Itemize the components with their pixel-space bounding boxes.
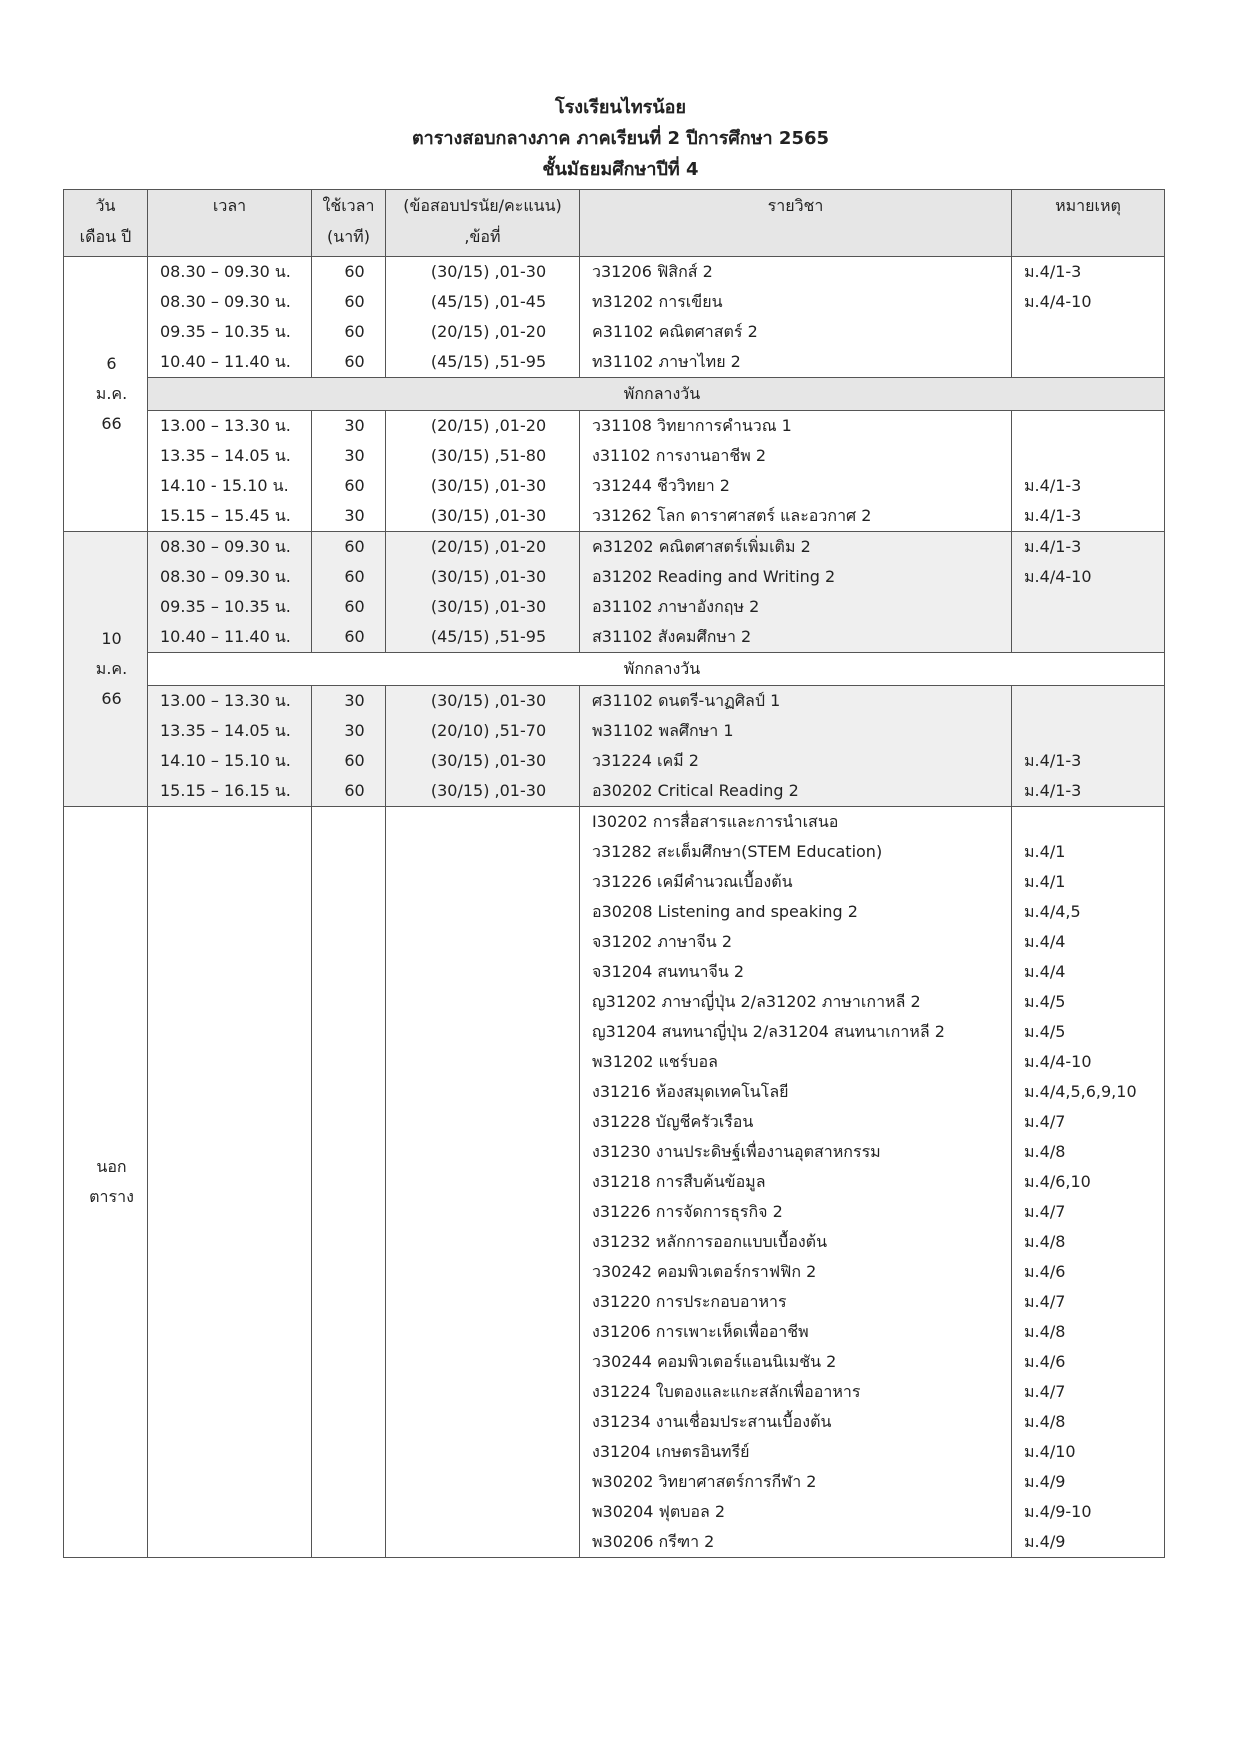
schedule-title: ตารางสอบกลางภาค ภาคเรียนที่ 2 ปีการศึกษา 2565 bbox=[411, 128, 830, 149]
exam-questions: (20/15) ,01-20 bbox=[386, 532, 580, 563]
exam-questions: (30/15) ,01-30 bbox=[386, 746, 580, 776]
exam-duration: 30 bbox=[312, 716, 386, 746]
exam-questions: (45/15) ,51-95 bbox=[386, 622, 580, 653]
exam-date-line: 10 bbox=[101, 629, 122, 648]
exam-remark bbox=[1012, 411, 1165, 442]
exam-date-cell bbox=[64, 532, 148, 807]
exam-subject: ท31202 การเขียน bbox=[580, 287, 1012, 317]
exam-time: 15.15 – 15.45 น. bbox=[148, 501, 312, 532]
exam-time: 08.30 – 09.30 น. bbox=[148, 257, 312, 288]
lunch-break-label: พักกลางวัน bbox=[148, 378, 1165, 411]
exam-subject: ว31244 ชีววิทยา 2 bbox=[580, 471, 1012, 501]
exam-questions: (20/15) ,01-20 bbox=[386, 317, 580, 347]
outside-remark: ม.4/10 bbox=[1012, 1437, 1165, 1467]
outside-label-cell bbox=[64, 807, 148, 1558]
col-remark: หมายเหตุ bbox=[1012, 190, 1165, 257]
exam-questions: (30/15) ,01-30 bbox=[386, 501, 580, 532]
exam-duration: 60 bbox=[312, 317, 386, 347]
exam-date-cell bbox=[64, 257, 148, 532]
exam-remark: ม.4/1-3 bbox=[1012, 532, 1165, 563]
exam-duration: 60 bbox=[312, 562, 386, 592]
exam-time: 08.30 – 09.30 น. bbox=[148, 562, 312, 592]
outside-subject: ว30242 คอมพิวเตอร์กราฟฟิก 2 bbox=[580, 1257, 1012, 1287]
exam-questions: (30/15) ,01-30 bbox=[386, 562, 580, 592]
outside-duration bbox=[312, 807, 386, 1558]
outside-remark: ม.4/9-10 bbox=[1012, 1497, 1165, 1527]
exam-remark: ม.4/4-10 bbox=[1012, 287, 1165, 317]
outside-remark: ม.4/7 bbox=[1012, 1107, 1165, 1137]
exam-row bbox=[64, 471, 1165, 501]
col-date: วัน เดือน ปี bbox=[64, 190, 148, 257]
exam-row bbox=[64, 441, 1165, 471]
exam-time: 13.00 – 13.30 น. bbox=[148, 411, 312, 442]
exam-subject: ว31262 โลก ดาราศาสตร์ และอวกาศ 2 bbox=[580, 501, 1012, 532]
exam-remark: ม.4/1-3 bbox=[1012, 257, 1165, 288]
exam-duration: 60 bbox=[312, 257, 386, 288]
outside-subject: ง31218 การสืบค้นข้อมูล bbox=[580, 1167, 1012, 1197]
exam-row bbox=[64, 592, 1165, 622]
outside-subject: ง31232 หลักการออกแบบเบื้องต้น bbox=[580, 1227, 1012, 1257]
outside-subject: ญ31202 ภาษาญี่ปุ่น 2/ล31202 ภาษาเกาหลี 2 bbox=[580, 987, 1012, 1017]
outside-remark: ม.4/5 bbox=[1012, 1017, 1165, 1047]
outside-subject: จ31202 ภาษาจีน 2 bbox=[580, 927, 1012, 957]
outside-questions bbox=[386, 807, 580, 1558]
exam-row bbox=[64, 532, 1165, 563]
exam-time: 13.00 – 13.30 น. bbox=[148, 686, 312, 717]
outside-remark: ม.4/6 bbox=[1012, 1347, 1165, 1377]
exam-subject: ท31102 ภาษาไทย 2 bbox=[580, 347, 1012, 378]
outside-subject: พ30206 กรีฑา 2 bbox=[580, 1527, 1012, 1558]
exam-row bbox=[64, 746, 1165, 776]
exam-row bbox=[64, 562, 1165, 592]
exam-schedule-table bbox=[63, 189, 1165, 1558]
exam-remark bbox=[1012, 592, 1165, 622]
outside-subject: ว30244 คอมพิวเตอร์แอนนิเมชัน 2 bbox=[580, 1347, 1012, 1377]
exam-subject: ศ31102 ดนตรี-นาฏศิลป์ 1 bbox=[580, 686, 1012, 717]
exam-date-line: ม.ค. bbox=[95, 384, 128, 403]
outside-remark: ม.4/6,10 bbox=[1012, 1167, 1165, 1197]
outside-subject: ญ31204 สนทนาญี่ปุ่น 2/ล31204 สนทนาเกาหลี 2 bbox=[580, 1017, 1012, 1047]
outside-subject: พ31202 แชร์บอล bbox=[580, 1047, 1012, 1077]
exam-subject: อ30202 Critical Reading 2 bbox=[580, 776, 1012, 807]
outside-remark: ม.4/8 bbox=[1012, 1227, 1165, 1257]
exam-remark bbox=[1012, 686, 1165, 717]
outside-subject: ง31216 ห้องสมุดเทคโนโลยี bbox=[580, 1077, 1012, 1107]
exam-time: 14.10 - 15.10 น. bbox=[148, 471, 312, 501]
outside-remark: ม.4/8 bbox=[1012, 1137, 1165, 1167]
outside-subject: I30202 การสื่อสารและการนำเสนอ bbox=[580, 807, 1012, 838]
exam-row bbox=[64, 686, 1165, 717]
outside-remark: ม.4/8 bbox=[1012, 1407, 1165, 1437]
exam-date-line: 6 bbox=[106, 354, 117, 373]
outside-remark: ม.4/6 bbox=[1012, 1257, 1165, 1287]
exam-remark: ม.4/1-3 bbox=[1012, 746, 1165, 776]
exam-time: 15.15 – 16.15 น. bbox=[148, 776, 312, 807]
exam-remark bbox=[1012, 347, 1165, 378]
exam-questions: (30/15) ,01-30 bbox=[386, 776, 580, 807]
outside-subject: ง31234 งานเชื่อมประสานเบื้องต้น bbox=[580, 1407, 1012, 1437]
outside-subject: ง31228 บัญชีครัวเรือน bbox=[580, 1107, 1012, 1137]
outside-row bbox=[64, 807, 1165, 838]
exam-subject: อ31202 Reading and Writing 2 bbox=[580, 562, 1012, 592]
school-name: โรงเรียนไทรน้อย bbox=[554, 97, 687, 118]
lunch-break-row bbox=[64, 653, 1165, 686]
exam-row bbox=[64, 411, 1165, 442]
outside-remark: ม.4/4 bbox=[1012, 927, 1165, 957]
exam-remark bbox=[1012, 716, 1165, 746]
exam-questions: (30/15) ,01-30 bbox=[386, 257, 580, 288]
exam-time: 10.40 – 11.40 น. bbox=[148, 622, 312, 653]
exam-row bbox=[64, 776, 1165, 807]
exam-duration: 60 bbox=[312, 746, 386, 776]
exam-duration: 30 bbox=[312, 411, 386, 442]
exam-time: 08.30 – 09.30 น. bbox=[148, 532, 312, 563]
exam-row bbox=[64, 287, 1165, 317]
exam-remark bbox=[1012, 441, 1165, 471]
exam-questions: (45/15) ,01-45 bbox=[386, 287, 580, 317]
outside-label-line: ตาราง bbox=[89, 1187, 134, 1206]
exam-date-line: 66 bbox=[101, 689, 122, 708]
exam-subject: ค31102 คณิตศาสตร์ 2 bbox=[580, 317, 1012, 347]
exam-subject: ว31224 เคมี 2 bbox=[580, 746, 1012, 776]
exam-questions: (30/15) ,01-30 bbox=[386, 471, 580, 501]
outside-subject: พ30202 วิทยาศาสตร์การกีฬา 2 bbox=[580, 1467, 1012, 1497]
exam-row bbox=[64, 347, 1165, 378]
exam-date-line: 66 bbox=[101, 414, 122, 433]
exam-subject: อ31102 ภาษาอังกฤษ 2 bbox=[580, 592, 1012, 622]
exam-questions: (30/15) ,01-30 bbox=[386, 592, 580, 622]
outside-remark: ม.4/9 bbox=[1012, 1527, 1165, 1558]
exam-duration: 30 bbox=[312, 501, 386, 532]
exam-date-line: ม.ค. bbox=[95, 659, 128, 678]
outside-subject: ง31226 การจัดการธุรกิจ 2 bbox=[580, 1197, 1012, 1227]
document-header bbox=[0, 92, 1241, 185]
exam-questions: (20/15) ,01-20 bbox=[386, 411, 580, 442]
col-time: เวลา bbox=[148, 190, 312, 257]
outside-subject: พ30204 ฟุตบอล 2 bbox=[580, 1497, 1012, 1527]
outside-remark: ม.4/9 bbox=[1012, 1467, 1165, 1497]
exam-remark: ม.4/1-3 bbox=[1012, 501, 1165, 532]
exam-time: 13.35 – 14.05 น. bbox=[148, 441, 312, 471]
col-questions: (ข้อสอบปรนัย/คะแนน) ,ข้อที่ bbox=[386, 190, 580, 257]
exam-time: 14.10 – 15.10 น. bbox=[148, 746, 312, 776]
exam-subject: พ31102 พลศึกษา 1 bbox=[580, 716, 1012, 746]
outside-subject: ง31206 การเพาะเห็ดเพื่ออาชีพ bbox=[580, 1317, 1012, 1347]
outside-subject: ง31224 ใบตองและแกะสลักเพื่ออาหาร bbox=[580, 1377, 1012, 1407]
exam-duration: 60 bbox=[312, 532, 386, 563]
outside-remark: ม.4/7 bbox=[1012, 1377, 1165, 1407]
outside-subject: จ31204 สนทนาจีน 2 bbox=[580, 957, 1012, 987]
exam-remark bbox=[1012, 622, 1165, 653]
outside-remark: ม.4/5 bbox=[1012, 987, 1165, 1017]
exam-time: 09.35 – 10.35 น. bbox=[148, 592, 312, 622]
exam-remark: ม.4/1-3 bbox=[1012, 471, 1165, 501]
exam-duration: 60 bbox=[312, 622, 386, 653]
exam-time: 08.30 – 09.30 น. bbox=[148, 287, 312, 317]
exam-time: 13.35 – 14.05 น. bbox=[148, 716, 312, 746]
outside-subject: ว31282 สะเต็มศึกษา(STEM Education) bbox=[580, 837, 1012, 867]
lunch-break-label: พักกลางวัน bbox=[148, 653, 1165, 686]
outside-remark: ม.4/4 bbox=[1012, 957, 1165, 987]
outside-time bbox=[148, 807, 312, 1558]
outside-remark: ม.4/7 bbox=[1012, 1197, 1165, 1227]
outside-label-line: นอก bbox=[96, 1157, 127, 1176]
grade-level: ชั้นมัธยมศึกษาปีที่ 4 bbox=[542, 159, 699, 180]
exam-subject: ว31206 ฟิสิกส์ 2 bbox=[580, 257, 1012, 288]
exam-duration: 60 bbox=[312, 347, 386, 378]
exam-time: 10.40 – 11.40 น. bbox=[148, 347, 312, 378]
header-row bbox=[64, 190, 1165, 257]
exam-duration: 60 bbox=[312, 592, 386, 622]
outside-remark: ม.4/4-10 bbox=[1012, 1047, 1165, 1077]
exam-questions: (45/15) ,51-95 bbox=[386, 347, 580, 378]
outside-subject: ง31220 การประกอบอาหาร bbox=[580, 1287, 1012, 1317]
outside-subject: ง31204 เกษตรอินทรีย์ bbox=[580, 1437, 1012, 1467]
outside-remark bbox=[1012, 807, 1165, 838]
exam-duration: 60 bbox=[312, 471, 386, 501]
exam-questions: (30/15) ,51-80 bbox=[386, 441, 580, 471]
outside-subject: ง31230 งานประดิษฐ์เพื่องานอุตสาหกรรม bbox=[580, 1137, 1012, 1167]
lunch-break-row bbox=[64, 378, 1165, 411]
outside-subject: อ30208 Listening and speaking 2 bbox=[580, 897, 1012, 927]
col-subject: รายวิชา bbox=[580, 190, 1012, 257]
exam-remark: ม.4/1-3 bbox=[1012, 776, 1165, 807]
exam-duration: 30 bbox=[312, 686, 386, 717]
exam-subject: ส31102 สังคมศึกษา 2 bbox=[580, 622, 1012, 653]
exam-questions: (20/10) ,51-70 bbox=[386, 716, 580, 746]
exam-remark: ม.4/4-10 bbox=[1012, 562, 1165, 592]
exam-time: 09.35 – 10.35 น. bbox=[148, 317, 312, 347]
exam-row bbox=[64, 622, 1165, 653]
outside-remark: ม.4/4,5 bbox=[1012, 897, 1165, 927]
exam-row bbox=[64, 716, 1165, 746]
exam-row bbox=[64, 257, 1165, 288]
exam-subject: ง31102 การงานอาชีพ 2 bbox=[580, 441, 1012, 471]
exam-questions: (30/15) ,01-30 bbox=[386, 686, 580, 717]
col-duration: ใช้เวลา (นาที) bbox=[312, 190, 386, 257]
exam-row bbox=[64, 501, 1165, 532]
exam-subject: ว31108 วิทยาการคำนวณ 1 bbox=[580, 411, 1012, 442]
exam-duration: 30 bbox=[312, 441, 386, 471]
exam-duration: 60 bbox=[312, 287, 386, 317]
outside-remark: ม.4/1 bbox=[1012, 867, 1165, 897]
outside-remark: ม.4/7 bbox=[1012, 1287, 1165, 1317]
outside-remark: ม.4/8 bbox=[1012, 1317, 1165, 1347]
exam-duration: 60 bbox=[312, 776, 386, 807]
exam-subject: ค31202 คณิตศาสตร์เพิ่มเติม 2 bbox=[580, 532, 1012, 563]
exam-row bbox=[64, 317, 1165, 347]
outside-remark: ม.4/1 bbox=[1012, 837, 1165, 867]
exam-remark bbox=[1012, 317, 1165, 347]
outside-remark: ม.4/4,5,6,9,10 bbox=[1012, 1077, 1165, 1107]
outside-subject: ว31226 เคมีคำนวณเบื้องต้น bbox=[580, 867, 1012, 897]
